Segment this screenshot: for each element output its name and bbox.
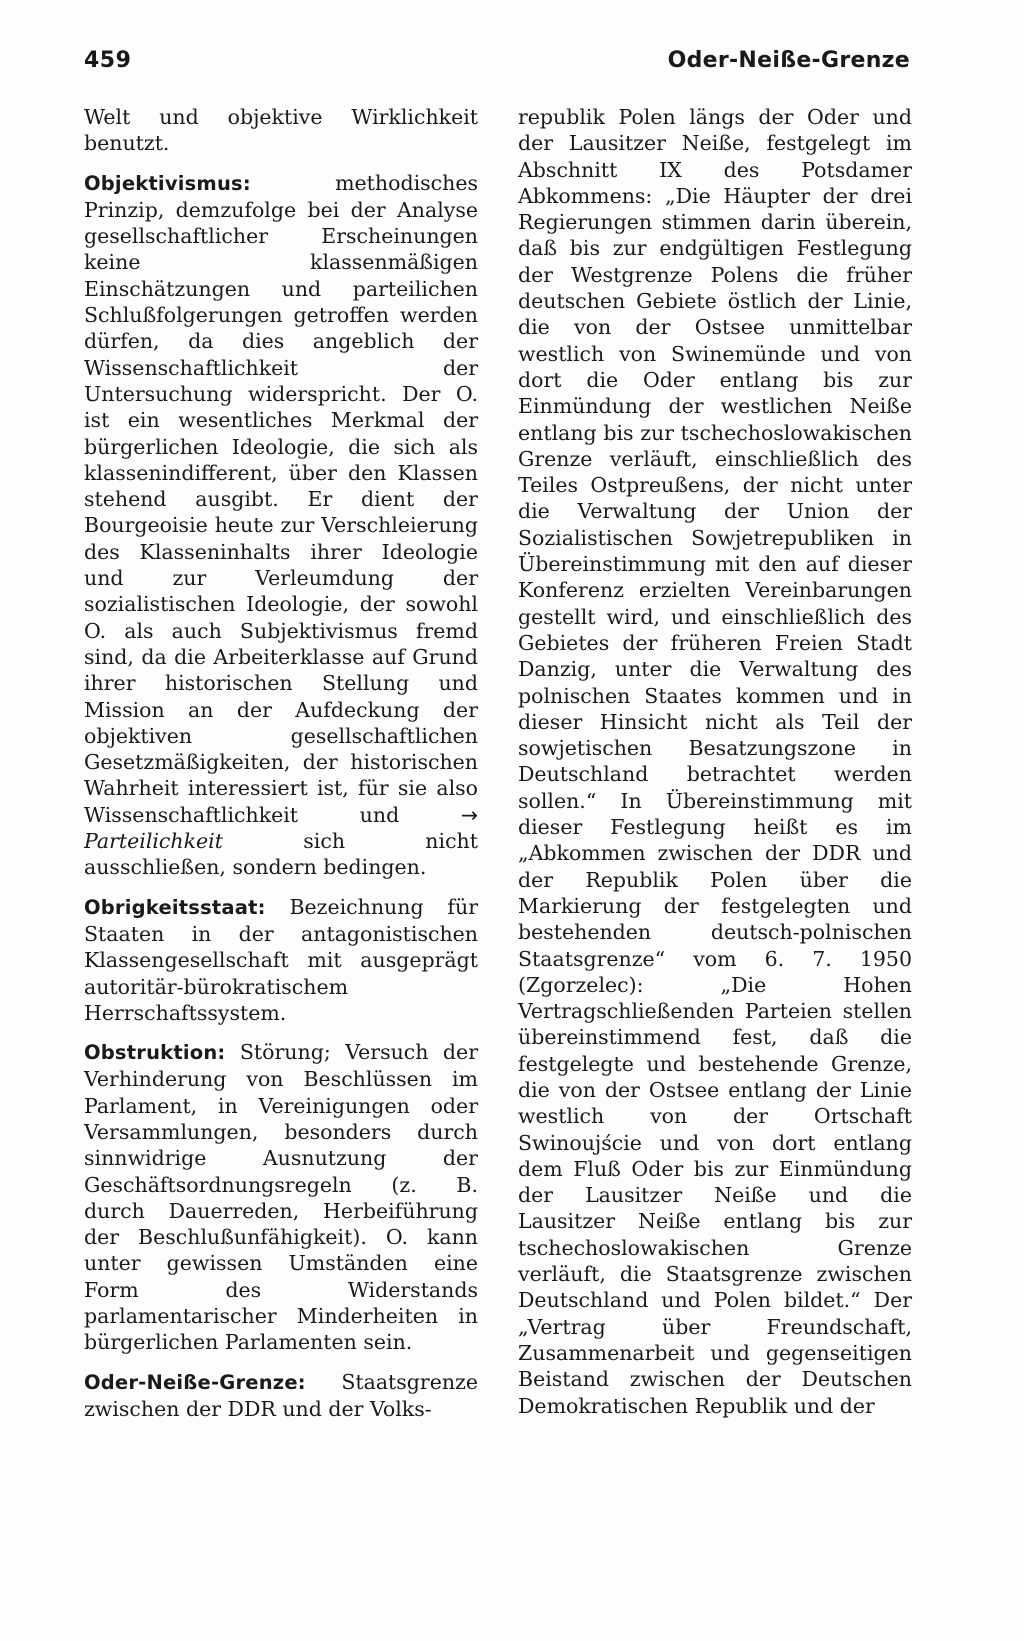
continuation-text: Welt und objektive Wirklichkeit benutzt. [84,105,478,156]
cross-reference-arrow-icon: → [460,802,478,827]
page-number: 459 [84,48,132,73]
left-column [84,104,478,1422]
entry-term: Oder-Neiße-Grenze: [84,1370,306,1394]
entry-term: Objektivismus: [84,171,251,195]
entry-objektivismus [84,170,478,881]
entry-text: methodisches Prinzip, demzufolge bei der Analyse gesellschaftlicher Erscheinungen keine klassenmäßigen Einschätzungen und parteilichen Schlußfolgerungen getroffen werden dürfen, da dies angeblich der Wissenschaftlichkeit der Untersuchung widerspricht. Der O. ist ein wesentliches Merkmal der bürgerlichen Ideologie, die sich als klassenindifferent, über den Klassen stehend ausgibt. Er dient der Bourgeoisie heute zur Verschleierung des Klasseninhalts ihrer Ideologie und zur Verleumdung der sozialistischen Ideologie, der sowohl O. als auch Subjektivismus fremd sind, da die Arbeiterklasse auf Grund ihrer historischen Stellung und Mission an der Aufdeckung der objektiven gesellschaftlichen Gesetzmäßigkeiten, der historischen Wahrheit interessiert ist, für sie also Wissenschaftlichkeit und [84,170,478,827]
entry-term: Obrigkeitsstaat: [84,895,266,919]
entry-text: Störung; Versuch der Verhinderung von Beschlüssen im Parlament, in Vereinigungen oder Versammlungen, besonders durch sinnwidrige Ausnutzung der Geschäftsordnungsregeln (z. B. durch Dauerreden, Herbeiführung der Beschlußunfähigkeit). O. kann unter gewissen Umständen eine Form des Widerstands parlamentarischer Minderheiten in bürgerlichen Parlamenten sein. [84,1040,478,1355]
running-head: Oder-Neiße-Grenze [667,48,910,73]
entry-text: Bezeichnung für Staaten in der antagonistischen Klassengesellschaft mit ausgeprägt autoritär-bürokratischem Herrschaftssystem. [84,894,478,1025]
entry-oder-neisse-continued: republik Polen längs der Oder und der Lausitzer Neiße, festgelegt im Abschnitt IX des Potsdamer Abkommens: „Die Häupter der drei Regierungen stimmen darin überein, daß bis zur endgültigen Festlegung der Westgrenze Polens die früher deutschen Gebiete östlich der Linie, die von der Ostsee unmittelbar westlich von Swinemünde und von dort die Oder entlang bis zur Einmündung der westlichen Neiße entlang bis zur tschechoslowakischen Grenze verläuft, einschließlich des Teiles Ostpreußens, der nicht unter die Verwaltung der Union der Sozialistischen Sowjetrepubliken in Übereinstimmung mit den auf dieser Konferenz erzielten Vereinbarungen gestellt wird, und einschließlich des Gebietes der früheren Freien Stadt Danzig, unter die Verwaltung des polnischen Staates kommen und in dieser Hinsicht nicht als Teil der sowjetischen Besatzungszone in Deutschland betrachtet werden sollen.“ In Übereinstimmung mit dieser Festlegung heißt es im „Abkommen zwischen der DDR und der Republik Polen über die Markierung der festgelegten und bestehenden deutsch-polnischen Staatsgrenze“ vom 6. 7. 1950 (Zgorzelec): „Die Hohen Vertragschließenden Parteien stellen übereinstimmend fest, daß die festgelegte und bestehende Grenze, die von der Ostsee entlang der Linie westlich von der Ortschaft Swinoujście und von dort entlang dem Fluß Oder bis zur Einmündung der Lausitzer Neiße und die Lausitzer Neiße entlang bis zur tschechoslowakischen Grenze verläuft, die Staatsgrenze zwischen Deutschland und Polen bildet.“ Der „Vertrag über Freundschaft, Zusammenarbeit und gegenseitigen Beistand zwischen der Deutschen Demokratischen Republik und der [518,105,912,1418]
entry-obstruktion [84,1039,478,1356]
entry-text-continued: sich nicht ausschließen, sondern bedingen. [84,829,478,880]
page-header [84,48,910,82]
entry-obrigkeitsstaat [84,894,478,1026]
cross-reference-link[interactable]: Parteilichkeit [84,829,223,854]
entry-term: Obstruktion: [84,1041,226,1065]
entry-text: Staatsgrenze zwischen der DDR und der Volks- [84,1369,478,1421]
entry-oder-neisse-grenze [84,1369,478,1423]
right-column [518,104,912,1419]
